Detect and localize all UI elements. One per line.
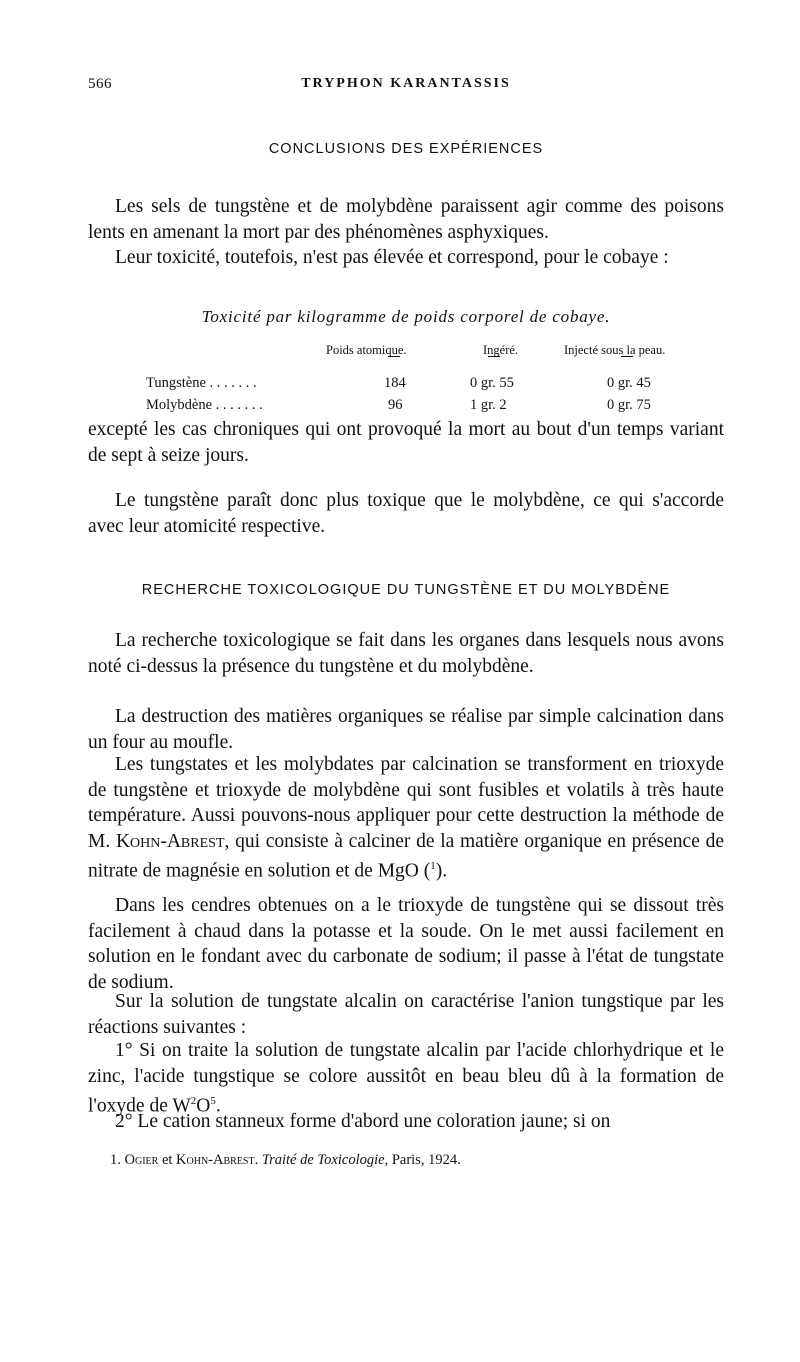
cell-injected: 0 gr. 75 [607,397,651,413]
paragraph: La destruction des matières organiques se réalise par simple calcination dans un four au moufle. [88,706,724,753]
column-header-atomic-weight: Poids atomique. [326,343,407,357]
paragraph: Leur toxicité, toutefois, n'est pas élevée et correspond, pour le cobaye : [115,247,669,268]
footnote-author: Ogier [124,1152,159,1168]
author-name: Kohn-Abrest [115,830,225,852]
column-rule [488,356,500,357]
paragraph: Les sels de tungstène et de molybdène paraissent agir comme des poisons lents en amenant la mort par des phénomènes asphyxiques. [88,196,724,243]
footnote-reference: 1 [430,860,436,872]
paragraph: Le tungstène paraît donc plus toxique que le molybdène, ce qui s'accorde avec leur atomicité respective. [88,490,724,537]
cell-ingested: 1 gr. 2 [470,397,507,413]
text-run: , Paris, 1924. [384,1152,461,1168]
text-run: ). [435,860,448,882]
text-run: Les tungstates et les molybdates par calcination se transforment en trioxyde de tungstène et trioxyde de molybdène qui sont fusibles et volatils à très haute température. Aussi pouvons-nous appliquer pour cette destruction la méthode de M. [88,754,724,852]
text-run: 1° Si on traite la solution de tungstate alcalin par l'acide chlorhydrique et le zinc, l'acide tungstique se colore aussitôt en beau bleu dû à la formation de l'oxyde de W [88,1040,724,1117]
cell-ingested: 0 gr. 55 [470,375,514,391]
text-run: O [196,1095,211,1117]
text-run: , qui consiste à calciner de la matière organique en présence de nitrate de magnésie en solution et de MgO ( [88,830,724,882]
column-rule [621,356,633,357]
paragraph [88,1038,724,1119]
footnote-book-title: Traité de Toxicologie [261,1152,385,1168]
paragraph: La recherche toxicologique se fait dans les organes dans lesquels nous avons noté ci-dessus la présence du tungstène et du molybdène. [88,630,724,677]
cell-injected: 0 gr. 45 [607,375,651,391]
paragraph: 2° Le cation stanneux forme d'abord une coloration jaune; si on [115,1111,611,1132]
text-run: . [215,1095,221,1117]
paragraph: excepté les cas chroniques qui ont provoqué la mort au bout d'un temps variant de sept à seize jours. [88,419,724,466]
running-header [88,76,724,98]
paragraph: Sur la solution de tungstate alcalin on caractérise l'anion tungstique par les réactions suivantes : [88,991,724,1038]
section-heading-toxicology: RECHERCHE TOXICOLOGIQUE DU TUNGSTÈNE ET DU MOLYBDÈNE [141,582,671,598]
footnote-author: Kohn-Abrest [176,1152,255,1168]
subscript-2: 2 [190,1095,197,1107]
running-title: TRYPHON KARANTASSIS [301,76,511,91]
footnote-number: 1. [110,1152,125,1168]
text-run: et [158,1152,177,1168]
column-header-injected: Injecté sous la peau. [564,343,666,357]
subscript-5: 5 [210,1095,216,1107]
text-run: . [254,1152,262,1168]
page-number: 566 [88,76,112,92]
row-label-molybdenum: Molybdène . . . . . . . [146,397,263,413]
row-label-tungsten: Tungstène . . . . . . . [146,375,257,391]
footnote [110,1152,461,1169]
paragraph: Dans les cendres obtenues on a le trioxyde de tungstène qui se dissout très facilement à chaud dans la potasse et la soude. On le met aussi facilement en solution en le fondant avec du carbonate de sodium; il passe à l'état de tungstate de sodium. [88,895,724,993]
column-header-ingested: Ingéré. [483,343,519,357]
paragraph [88,752,724,884]
column-rule [388,356,400,357]
table-caption: Toxicité par kilogramme de poids corporel de cobaye. [201,307,611,326]
cell-atomic-weight: 96 [388,397,403,413]
cell-atomic-weight: 184 [384,375,406,391]
section-heading-conclusions: CONCLUSIONS DES EXPÉRIENCES [268,141,544,157]
